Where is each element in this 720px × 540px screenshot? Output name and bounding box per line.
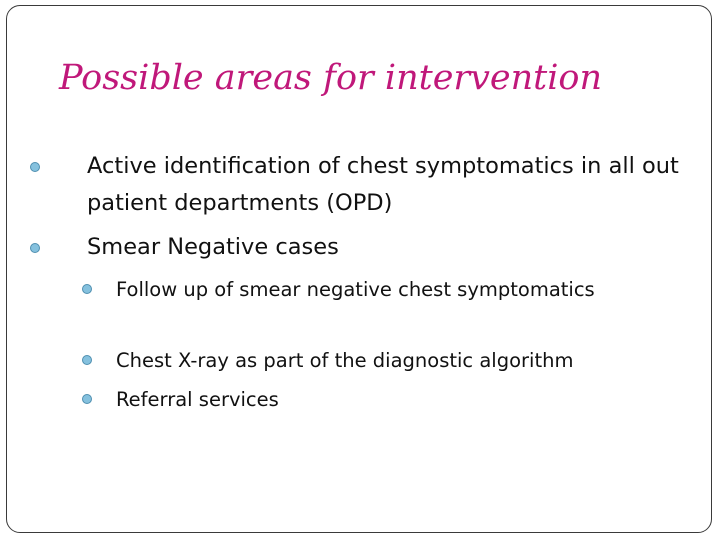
slide-title: Possible areas for intervention [59,58,603,98]
sub-bullet-item [7,273,707,339]
bullet-dot-icon [30,243,40,253]
sub-bullet-dot-icon [82,394,92,404]
sub-bullet-text: Follow up of smear negative chest symptomatics [116,278,595,301]
bullet-item [7,148,707,222]
sub-bullet-text: Chest X-ray as part of the diagnostic algorithm [116,349,574,372]
slide-frame [6,5,712,533]
bullet-text: Active identification of chest symptomatics in all out patient departments (OPD) [87,153,679,216]
bullet-dot-icon [30,162,40,172]
sub-bullet-dot-icon [82,284,92,294]
bullet-text: Smear Negative cases [87,234,339,260]
sub-bullet-item [7,344,707,377]
bullet-item [7,229,707,266]
sub-bullet-text: Referral services [116,388,279,411]
sub-bullet-item [7,383,707,416]
sub-bullet-dot-icon [82,355,92,365]
